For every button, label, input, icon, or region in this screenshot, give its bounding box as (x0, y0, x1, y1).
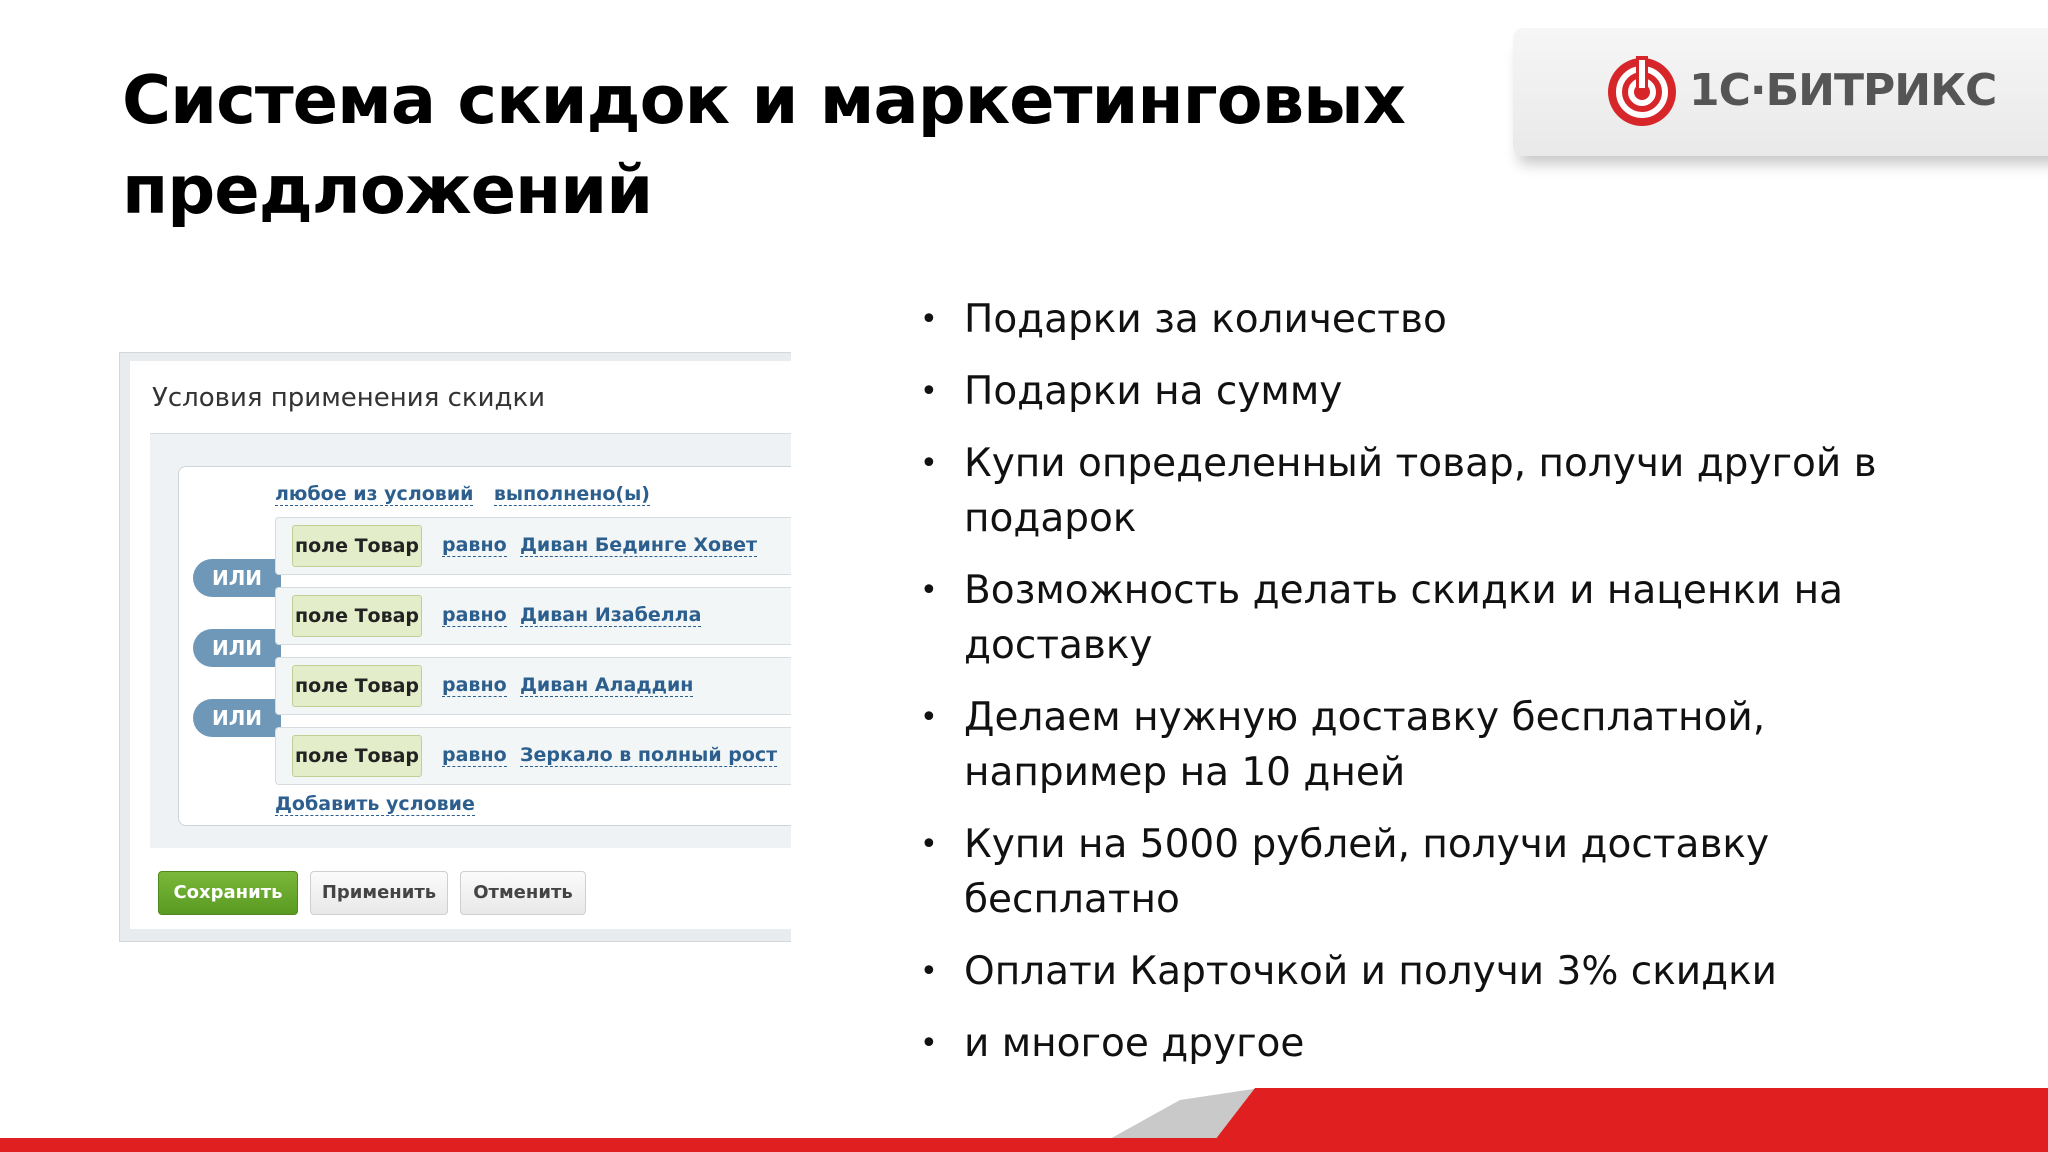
panel-title: Условия применения скидки (152, 383, 546, 413)
red-swoosh (1215, 1088, 2048, 1140)
condition-row (275, 587, 791, 645)
operator-link[interactable]: равно (442, 534, 507, 556)
feature-text: Подарки на сумму (964, 369, 1343, 414)
field-button[interactable]: поле Товар (292, 665, 422, 707)
conditions-box (178, 466, 791, 826)
value-link[interactable]: Зеркало в полный рост (520, 744, 778, 766)
or-badge: ИЛИ (193, 699, 281, 737)
apply-button[interactable]: Применить (310, 871, 448, 915)
brand-logo (1513, 28, 2048, 156)
bullet-icon: • (920, 827, 938, 862)
save-button[interactable]: Сохранить (158, 871, 298, 915)
feature-text: Возможность делать скидки и наценки на доставку (964, 568, 1844, 668)
panel-inner (130, 361, 791, 929)
discount-conditions-screenshot (119, 352, 791, 942)
or-badge: ИЛИ (193, 629, 281, 667)
feature-text: Оплати Карточкой и получи 3% скидки (964, 949, 1777, 994)
value-link[interactable]: Диван Аладдин (520, 674, 694, 696)
feature-text: Купи на 5000 рублей, получи доставку бесплатно (964, 822, 1770, 922)
features-list (920, 292, 1920, 1088)
bitrix-logo-icon (1606, 56, 1678, 128)
bullet-icon: • (920, 374, 938, 409)
feature-text: и многое другое (964, 1021, 1305, 1066)
bullet-icon: • (920, 302, 938, 337)
operator-link[interactable]: равно (442, 604, 507, 626)
feature-text: Купи определенный товар, получи другой в подарок (964, 441, 1877, 541)
operator-link[interactable]: равно (442, 744, 507, 766)
bottom-decor-band (0, 1088, 2048, 1152)
bullet-icon: • (920, 446, 938, 481)
red-bottom-stripe (0, 1138, 2048, 1152)
feature-item (920, 690, 1920, 800)
logic-any-link[interactable]: любое из условий (275, 483, 474, 505)
feature-text: Подарки за количество (964, 297, 1447, 342)
feature-item (920, 944, 1920, 999)
cancel-button[interactable]: Отменить (460, 871, 586, 915)
feature-item (920, 563, 1920, 673)
field-button[interactable]: поле Товар (292, 595, 422, 637)
field-button[interactable]: поле Товар (292, 735, 422, 777)
bullet-icon: • (920, 1026, 938, 1061)
feature-item (920, 364, 1920, 419)
slide-title-line1: Система скидок и маркетинговых (122, 61, 1405, 139)
condition-row (275, 657, 791, 715)
slide-title-line2: предложений (122, 151, 653, 229)
condition-row (275, 727, 791, 785)
logic-selector (275, 483, 650, 505)
feature-item (920, 817, 1920, 927)
bullet-icon: • (920, 700, 938, 735)
logic-done-link[interactable]: выполнено(ы) (493, 483, 650, 505)
conditions-area (150, 433, 791, 848)
or-badge: ИЛИ (193, 559, 281, 597)
field-button[interactable]: поле Товар (292, 525, 422, 567)
value-link[interactable]: Диван Изабелла (520, 604, 702, 626)
feature-text: Делаем нужную доставку бесплатной, например на 10 дней (964, 695, 1766, 795)
slide-title (122, 55, 1422, 235)
value-link[interactable]: Диван Бединге Ховет (520, 534, 758, 556)
feature-item (920, 292, 1920, 347)
add-condition-link[interactable]: Добавить условие (275, 793, 475, 815)
feature-item (920, 1016, 1920, 1071)
operator-link[interactable]: равно (442, 674, 507, 696)
logo-text: 1С·БИТРИКС (1689, 65, 1997, 116)
feature-item (920, 436, 1920, 546)
condition-row (275, 517, 791, 575)
bullet-icon: • (920, 954, 938, 989)
bullet-icon: • (920, 573, 938, 608)
